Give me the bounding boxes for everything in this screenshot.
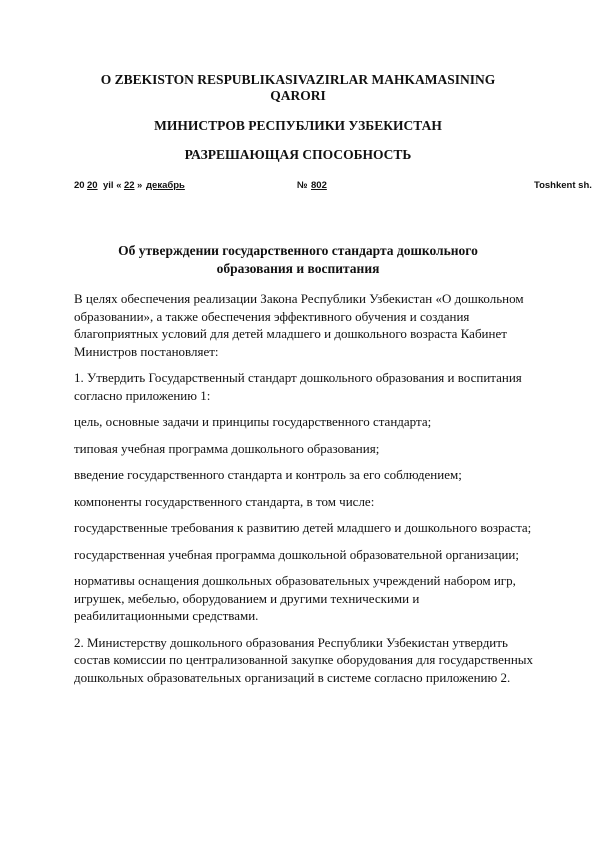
header-title-line-1: O ZBEKISTON RESPUBLIKASIVAZIRLAR MAHKAMASINING [100,72,496,87]
yil-label: yil « [103,180,122,191]
document-title-line-1: Об утверждении государственного стандарта дошкольного [118,243,478,258]
document-title [90,242,506,278]
day-value: 22 [124,180,135,191]
document-title-line-2: образования и воспитания [216,261,380,276]
document-body [74,290,536,695]
document-number: 802 [311,180,327,191]
paragraph: типовая учебная программа дошкольного образования; [74,440,380,456]
paragraph: нормативы оснащения дошкольных образовательных учреждений набором игр, игрушек, мебелью, оборудованием и другими техническими и реабилитационными средствами. [74,573,516,623]
paragraph: государственная учебная программа дошкольной образовательной организации; [74,546,519,562]
header-title-line-2: QARORI [270,88,326,103]
year-suffix: 20 [87,180,98,191]
paragraph: 2. Министерству дошкольного образования Республики Узбекистан утвердить состав комиссии по централизованной закупке оборудования для государственных дошкольных образовательных организаций в системе согласно приложению 2. [74,634,534,685]
month-value: декабрь [146,180,185,191]
paragraph: цель, основные задачи и принципы государственного стандарта; [74,414,432,429]
year-prefix: 20 [74,180,85,191]
header-ministry: МИНИСТРОВ РЕСПУБЛИКИ УЗБЕКИСТАН [154,118,442,133]
document-meta-line [74,178,596,194]
number-label: № [297,180,308,191]
paragraph: государственные требования к развитию детей младшего и дошкольного возраста; [74,520,532,535]
paragraph: компоненты государственного стандарта, в том числе: [74,493,375,509]
paragraph: В целях обеспечения реализации Закона Республики Узбекистан «О дошкольном образовании», а также обеспечения эффективного обучения и создания благоприятных условий для детей младшего и дошкольного возраста Кабинет Министров постановляет: [74,291,524,359]
paragraph: 1. Утвердить Государственный стандарт дошкольного образования и воспитания согласно приложению 1: [74,370,522,403]
paragraph: введение государственного стандарта и контроль за его соблюдением; [74,467,462,482]
quote-close: » [137,180,143,191]
city-label: Toshkent sh. [534,180,592,191]
header-subtitle: РАЗРЕШАЮЩАЯ СПОСОБНОСТЬ [184,147,412,162]
